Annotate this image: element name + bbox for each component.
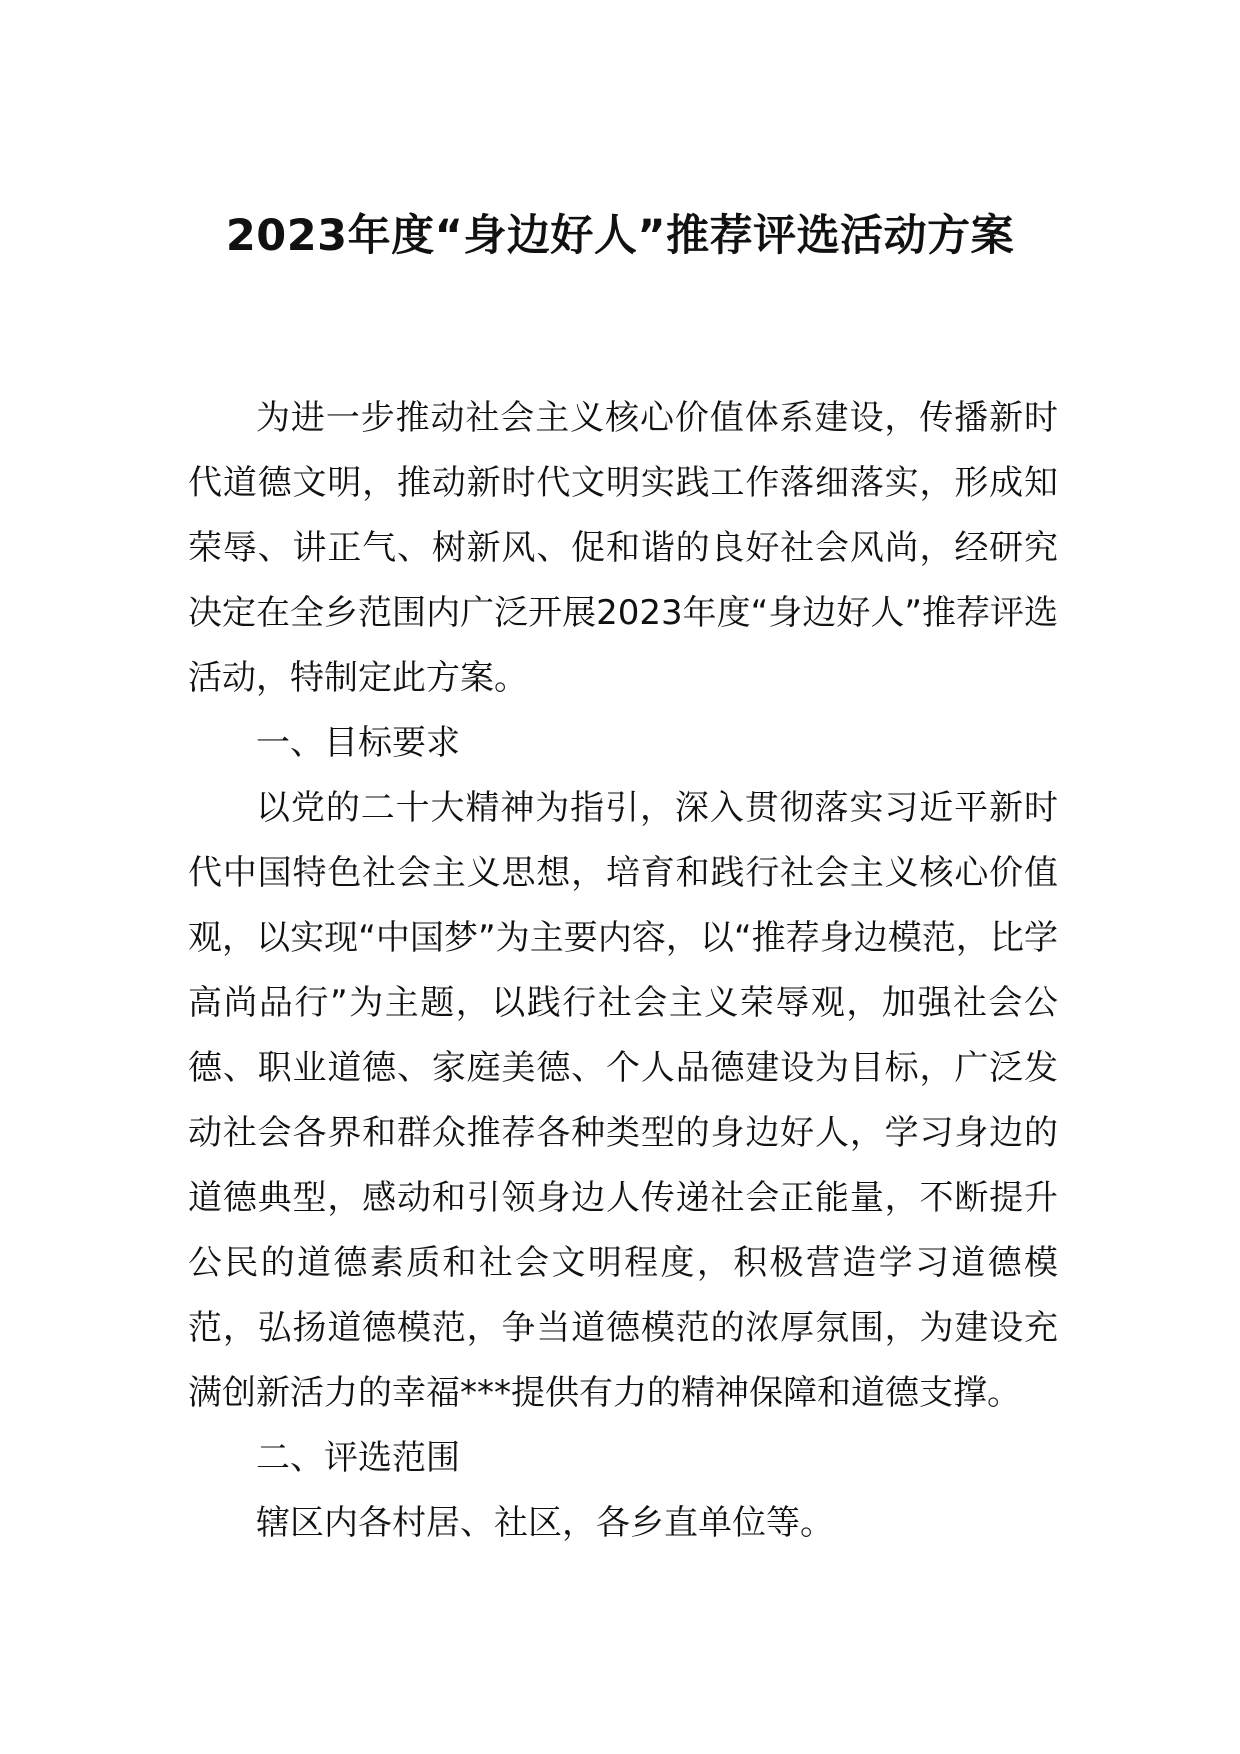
document-title: 2023年度“身边好人”推荐评选活动方案 bbox=[225, 211, 1015, 261]
section-heading-goals: 一、目标要求 bbox=[256, 723, 460, 763]
intro-paragraph: 为进一步推动社会主义核心价值体系建设，传播新时代道德文明，推动新时代文明实践工作落细落实，形成知荣辱、讲正气、树新风、促和谐的良好社会风尚，经研究决定在全乡范围内广泛开展2023年度“身边好人”推荐评选活动，特制定此方案。 bbox=[188, 398, 1058, 698]
section-heading-scope: 二、评选范围 bbox=[256, 1438, 460, 1478]
document-body bbox=[188, 386, 1058, 1556]
goals-paragraph: 以党的二十大精神为指引，深入贯彻落实习近平新时代中国特色社会主义思想，培育和践行社会主义核心价值观，以实现“中国梦”为主要内容，以“推荐身边模范，比学高尚品行”为主题，以践行社会主义荣辱观，加强社会公德、职业道德、家庭美德、个人品德建设为目标，广泛发动社会各界和群众推荐各种类型的身边好人，学习身边的道德典型，感动和引领身边人传递社会正能量，不断提升公民的道德素质和社会文明程度，积极营造学习道德模范，弘扬道德模范，争当道德模范的浓厚氛围，为建设充满创新活力的幸福***提供有力的精神保障和道德支撑。 bbox=[188, 788, 1058, 1413]
scope-paragraph: 辖区内各村居、社区，各乡直单位等。 bbox=[256, 1503, 834, 1543]
